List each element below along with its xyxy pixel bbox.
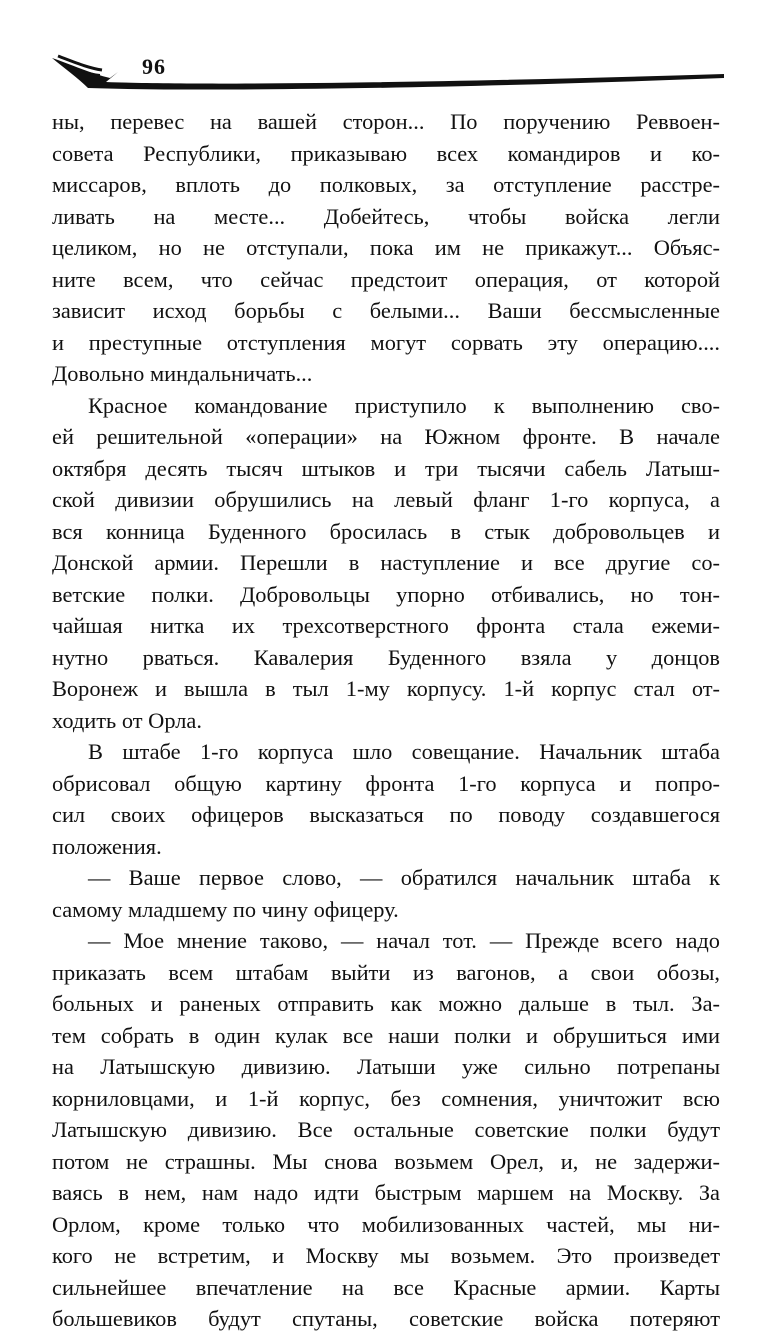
page-number: 96: [142, 54, 166, 79]
text-line: Орлом, кроме только что мобилизованных частей, мы ни-: [52, 1211, 720, 1237]
text-line: обрисовал общую картину фронта 1-го корпуса и попро-: [52, 770, 720, 796]
text-line: В штабе 1-го корпуса шло совещание. Начальник штаба: [88, 739, 720, 764]
text-line: ской дивизии обрушились на левый фланг 1-го корпуса, а: [52, 487, 720, 512]
page-header: [48, 48, 728, 93]
text-line: на Латышскую дивизию. Латыши уже сильно потрепаны: [52, 1054, 720, 1079]
text-line: вся конница Буденного бросилась в стык добровольцев и: [52, 518, 720, 544]
text-line: больных и раненых отправить как можно дальше в тыл. За-: [52, 991, 720, 1016]
text-line: Воронеж и вышла в тыл 1-му корпусу. 1-й корпус стал от-: [52, 676, 720, 701]
text-line: ходить от Орла.: [52, 707, 202, 733]
text-line: ны, перевес на вашей сторон... По поручению Реввоен-: [52, 109, 720, 134]
text-line: Довольно миндальничать...: [52, 361, 313, 386]
text-line: тем собрать в один кулак все наши полки и обрушиться ими: [52, 1022, 720, 1048]
text-line: Латышскую дивизию. Все остальные советские полки будут: [52, 1117, 720, 1142]
text-line: потом не страшны. Мы снова возьмем Орел, и, не задержи-: [52, 1148, 720, 1174]
text-line: самому младшему по чину офицеру.: [52, 896, 399, 922]
text-line: миссаров, вплоть до полковых, за отступление расстре-: [52, 172, 720, 197]
body-text: [52, 106, 720, 1335]
text-line: чайшая нитка их трехсотверстного фронта стала ежеми-: [52, 613, 720, 638]
text-line: Красное командование приступило к выполнению сво-: [88, 392, 720, 418]
text-line: ваясь в нем, нам надо идти быстрым маршем на Москву. За: [52, 1180, 720, 1205]
text-line: Донской армии. Перешли в наступление и все другие со-: [52, 550, 720, 575]
text-line: положения.: [52, 833, 162, 859]
text-line: зависит исход борьбы с белыми... Ваши бессмысленные: [52, 298, 720, 323]
text-line: сил своих офицеров высказаться по поводу создавшегося: [52, 802, 720, 827]
text-line: — Ваше первое слово, — обратился начальник штаба к: [88, 865, 720, 890]
text-line: ните всем, что сейчас предстоит операция, от которой: [52, 266, 720, 292]
text-line: корниловцами, и 1-й корпус, без сомнения, уничтожит всю: [52, 1085, 720, 1111]
text-line: и преступные отступления могут сорвать эту операцию....: [52, 329, 720, 355]
text-line: целиком, но не отступали, пока им не прикажут... Объяс-: [52, 235, 720, 260]
text-line: — Мое мнение таково, — начал тот. — Прежде всего надо: [88, 928, 720, 953]
text-line: сильнейшее впечатление на все Красные армии. Карты: [52, 1274, 720, 1300]
text-line: ветские полки. Добровольцы упорно отбивались, но тон-: [52, 581, 720, 607]
text-line: октября десять тысяч штыков и три тысячи сабель Латыш-: [52, 455, 720, 481]
text-line: нутно рваться. Кавалерия Буденного взяла у донцов: [52, 644, 720, 670]
text-line: совета Республики, приказываю всех командиров и ко-: [52, 140, 720, 166]
text-line: кого не встретим, и Москву мы возьмем. Это произведет: [52, 1243, 720, 1268]
text-line: приказать всем штабам выйти из вагонов, а свои обозы,: [52, 959, 720, 985]
text-line: большевиков будут спутаны, советские войска потеряют: [52, 1306, 720, 1331]
text-line: ливать на месте... Добейтесь, чтобы войска легли: [52, 203, 720, 229]
text-line: ей решительной «операции» на Южном фронте. В начале: [52, 424, 720, 449]
